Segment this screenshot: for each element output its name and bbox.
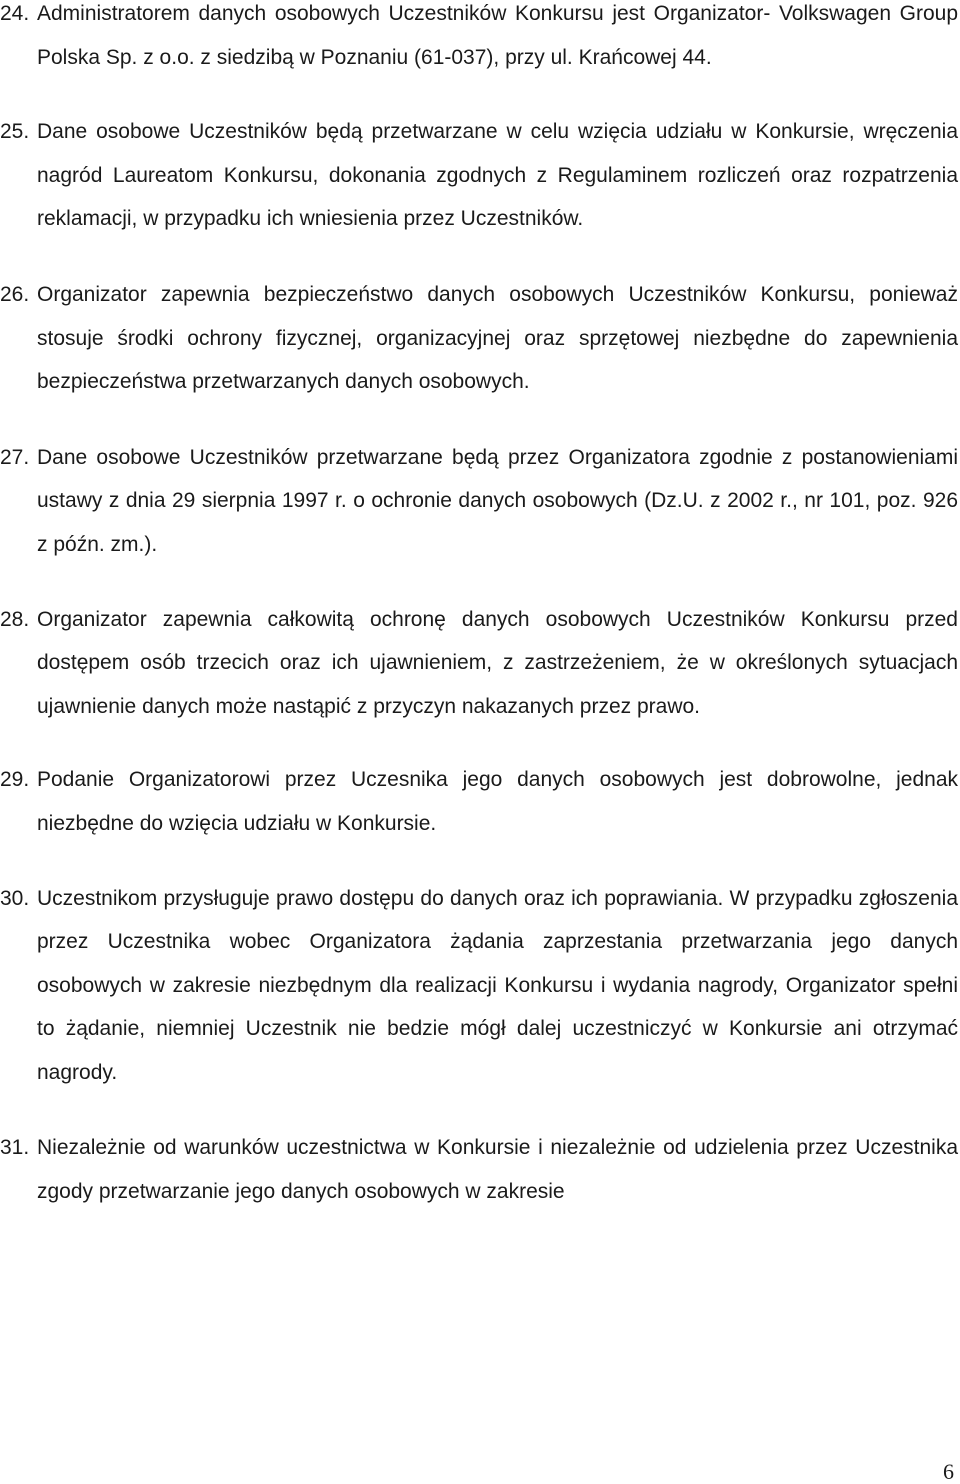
clause-text: Organizator zapewnia bezpieczeństwo danych osobowych Uczestników Konkursu, ponieważ stosuje środki ochrony fizycznej, organizacyjnej oraz sprzętowej niezbędne do zapewnienia bezpieczeństwa przetwarzanych danych osobowych. <box>37 282 958 394</box>
clause-25 <box>0 110 958 241</box>
clause-number: 31. <box>0 1136 30 1160</box>
clause-number: 25. <box>0 120 30 144</box>
clause-text: Dane osobowe Uczestników będą przetwarzane w celu wzięcia udziału w Konkursie, wręczenia nagród Laureatom Konkursu, dokonania zgodnych z Regulaminem rozliczeń oraz rozpatrzenia reklamacji, w przypadku ich wniesienia przez Uczestników. <box>37 120 958 231</box>
clause-text: Organizator zapewnia całkowitą ochronę danych osobowych Uczestników Konkursu przed dostępem osób trzecich oraz ich ujawnieniem, z zastrzeżeniem, że w określonych sytuacjach ujawnienie danych może nastąpić z przyczyn nakazanych przez prawo. <box>37 607 958 718</box>
clause-number: 29. <box>0 768 30 792</box>
clause-text: Niezależnie od warunków uczestnictwa w Konkursie i niezależnie od udzielenia przez Uczestnika zgody przetwarzanie jego danych osobowych w zakresie <box>37 1136 958 1204</box>
clause-number: 27. <box>0 445 30 469</box>
clause-number: 28. <box>0 607 30 631</box>
clause-text: Dane osobowe Uczestników przetwarzane będą przez Organizatora zgodnie z postanowieniami ustawy z dnia 29 sierpnia 1997 r. o ochronie danych osobowych (Dz.U. z 2002 r., nr 101, poz. 926 z późn. zm.). <box>37 445 958 556</box>
clause-26 <box>0 273 958 404</box>
clause-number: 24. <box>0 2 30 25</box>
clause-29 <box>0 758 958 845</box>
page-number: 6 <box>943 1459 954 1484</box>
clause-28 <box>0 598 958 729</box>
clause-24 <box>0 0 958 79</box>
clause-text: Podanie Organizatorowi przez Uczesnika jego danych osobowych jest dobrowolne, jednak niezbędne do wzięcia udziału w Konkursie. <box>37 768 958 835</box>
clause-number: 30. <box>0 886 30 910</box>
clause-27 <box>0 436 958 567</box>
clause-text: Uczestnikom przysługuje prawo dostępu do danych oraz ich poprawiania. W przypadku zgłoszenia przez Uczestnika wobec Organizatora żądania zaprzestania przetwarzania jego danych osobowych w zakresie niezbędnym dla realizacji Konkursu i wydania nagrody, Organizator spełni to żądanie, niemniej Uczestnik nie bedzie mógł dalej uczestniczyć w Konkursie ani otrzymać nagrody. <box>37 886 958 1084</box>
clause-text: Administratorem danych osobowych Uczestników Konkursu jest Organizator- Volkswagen Group Polska Sp. z o.o. z siedzibą w Poznaniu (61-037), przy ul. Krańcowej 44. <box>37 2 958 69</box>
clause-30 <box>0 877 958 1095</box>
clause-31 <box>0 1126 958 1213</box>
clause-number: 26. <box>0 282 30 306</box>
